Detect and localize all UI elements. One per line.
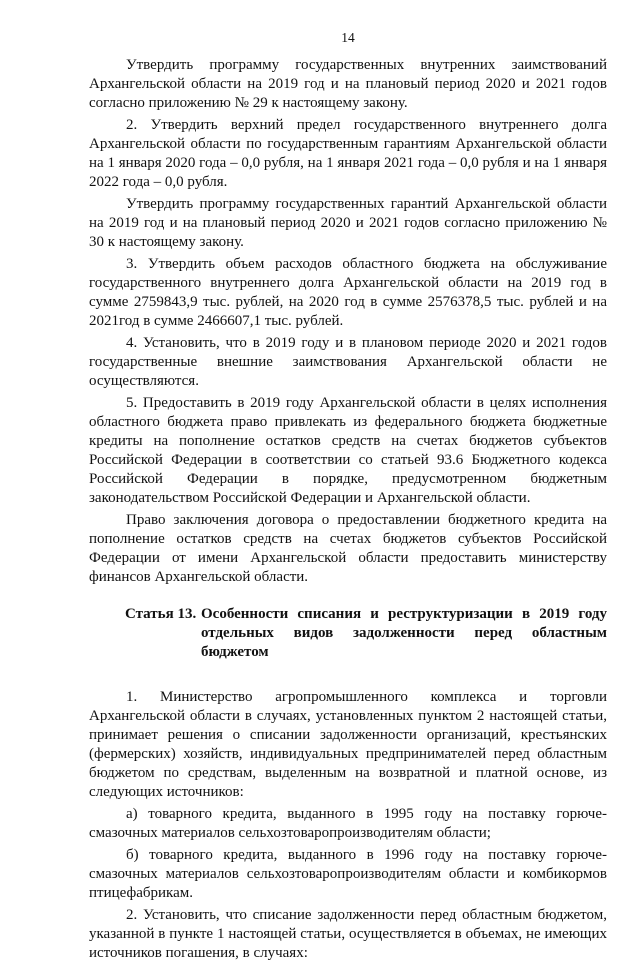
article-label: Статья 13.	[125, 606, 197, 622]
document-page	[89, 30, 607, 966]
paragraph: 5. Предоставить в 2019 году Архангельской области в целях исполнения областного бюджета право привлекать из федерального бюджета бюджетные кредиты на пополнение остатков средств на счетах бюджетов субъектов Российской Федерации в соответствии со статьей 93.6 Бюджетного кодекса Российской Федерации в порядке, предусмотренном бюджетным законодательством Российской Федерации и Архангельской области.	[89, 395, 607, 506]
page-number: 14	[341, 30, 355, 45]
paragraph: Право заключения договора о предоставлении бюджетного кредита на пополнение остатков средств на счетах бюджетов субъектов Российской Федерации от имени Архангельской области предоставить министерству финансов Архангельской области.	[89, 512, 607, 585]
paragraph: 3. Утвердить объем расходов областного бюджета на обслуживание государственного внутреннего долга Архангельской области на 2019 год в сумме 2759843,9 тыс. рублей, на 2020 год в сумме 2576378,5 тыс. рублей и на 2021год в сумме 2466607,1 тыс. рублей.	[89, 256, 607, 329]
paragraph: 1. Министерство агропромышленного комплекса и торговли Архангельской области в случаях, установленных пунктом 2 настоящей статьи, принимает решения о списании задолженности организаций, крестьянских (фермерских) хозяйств, индивидуальных предпринимателей перед областным бюджетом по средствам, выделенным на возвратной и платной основе, из следующих источников:	[89, 689, 607, 800]
paragraph: 2. Установить, что списание задолженности перед областным бюджетом, указанной в пункте 1 настоящей статьи, осуществляется в объемах, не имеющих источников погашения, в случаях:	[89, 907, 607, 961]
paragraph: 2. Утвердить верхний предел государственного внутреннего долга Архангельской области по государственным гарантиям Архангельской области на 1 января 2020 года – 0,0 рубля, на 1 января 2021 года – 0,0 рубля и на 1 января 2022 года – 0,0 рубля.	[89, 117, 607, 190]
paragraph: б) товарного кредита, выданного в 1996 году на поставку горюче-смазочных материалов сельхозтоваропроизводителям области и комбикормов птицефабрикам.	[89, 847, 607, 901]
paragraph: а) товарного кредита, выданного в 1995 году на поставку горюче-смазочных материалов сельхозтоваропроизводителям области;	[89, 806, 607, 841]
article-heading	[89, 605, 607, 662]
article-title: Особенности списания и реструктуризации в 2019 году отдельных видов задолженности перед областным бюджетом	[201, 606, 607, 660]
paragraph: 4. Установить, что в 2019 году и в плановом периоде 2020 и 2021 годов государственные внешние заимствования Архангельской области не осуществляются.	[89, 335, 607, 389]
paragraph: Утвердить программу государственных внутренних заимствований Архангельской области на 2019 год и на плановый период 2020 и 2021 годов согласно приложению № 29 к настоящему закону.	[89, 57, 607, 111]
paragraph: Утвердить программу государственных гарантий Архангельской области на 2019 год и на плановый период 2020 и 2021 годов согласно приложению № 30 к настоящему закону.	[89, 196, 607, 250]
